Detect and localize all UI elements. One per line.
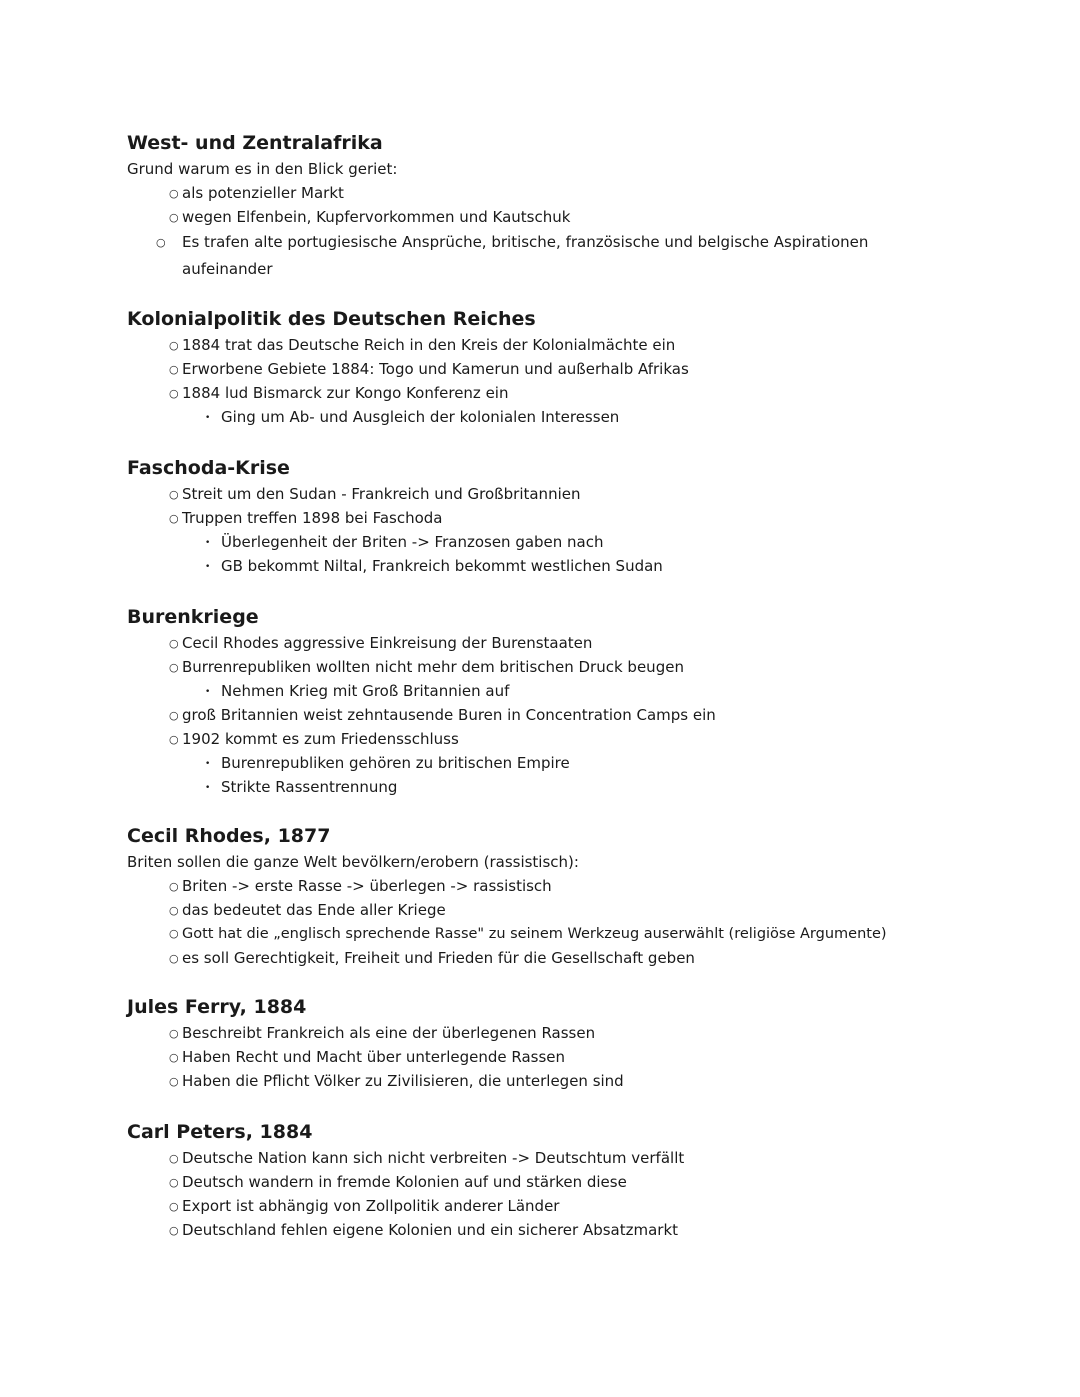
section-heading: Burenkriege	[127, 606, 259, 628]
list-item: ○ Erworbene Gebiete 1884: Togo und Kamerun und außerhalb Afrikas	[169, 357, 689, 382]
list-item: ○ Gott hat die „englisch sprechende Rasse" zu seinem Werkzeug auserwählt (religiöse Argumente)	[169, 922, 887, 946]
list-item: ○ Export ist abhängig von Zollpolitik anderer Länder	[169, 1194, 559, 1219]
section-heading: Jules Ferry, 1884	[127, 996, 307, 1018]
sub-list-item: • GB bekommt Niltal, Frankreich bekommt westlichen Sudan	[205, 554, 663, 579]
list-item: ○ 1884 trat das Deutsche Reich in den Kreis der Kolonialmächte ein	[169, 333, 675, 358]
circle-bullet-icon: ○	[169, 661, 179, 674]
circle-bullet-icon: ○	[169, 1075, 179, 1088]
list-item: ○ Briten -> erste Rasse -> überlegen -> rassistisch	[169, 874, 552, 899]
list-item: ○ 1884 lud Bismarck zur Kongo Konferenz ein	[169, 381, 508, 406]
list-item: ○ Cecil Rhodes aggressive Einkreisung der Burenstaaten	[169, 631, 592, 656]
circle-bullet-icon: ○	[169, 709, 179, 722]
circle-bullet-icon: ○	[169, 733, 179, 746]
list-item: ○ Haben die Pflicht Völker zu Zivilisieren, die unterlegen sind	[169, 1069, 624, 1094]
circle-bullet-icon: ○	[169, 927, 179, 940]
list-item: ○ Streit um den Sudan - Frankreich und Großbritannien	[169, 482, 580, 507]
circle-bullet-icon: ○	[169, 211, 179, 224]
circle-bullet-icon: ○	[169, 1051, 179, 1064]
circle-bullet-icon: ○	[169, 512, 179, 525]
circle-bullet-icon: ○	[169, 1176, 179, 1189]
circle-bullet-icon: ○	[169, 1027, 179, 1040]
circle-bullet-icon: ○	[169, 952, 179, 965]
circle-bullet-icon: ○	[156, 236, 166, 249]
circle-bullet-icon: ○	[169, 637, 179, 650]
circle-bullet-icon: ○	[169, 387, 179, 400]
sub-list-item: • Überlegenheit der Briten -> Franzosen gaben nach	[205, 530, 604, 555]
section-intro: Briten sollen die ganze Welt bevölkern/erobern (rassistisch):	[127, 853, 579, 871]
sub-list-item: • Strikte Rassentrennung	[205, 775, 397, 800]
list-item: ○ als potenzieller Markt	[169, 181, 344, 206]
dot-bullet-icon: •	[205, 759, 211, 769]
sub-list-item: • Nehmen Krieg mit Groß Britannien auf	[205, 679, 509, 704]
list-item: ○ Deutsche Nation kann sich nicht verbreiten -> Deutschtum verfällt	[169, 1146, 684, 1171]
list-item: ○ Deutsch wandern in fremde Kolonien auf und stärken diese	[169, 1170, 627, 1195]
circle-bullet-icon: ○	[169, 187, 179, 200]
list-item: ○ 1902 kommt es zum Friedensschluss	[169, 727, 459, 752]
circle-bullet-icon: ○	[169, 1200, 179, 1213]
list-item: ○ groß Britannien weist zehntausende Buren in Concentration Camps ein	[169, 703, 716, 728]
dot-bullet-icon: •	[205, 687, 211, 697]
sub-list-item: • Ging um Ab- und Ausgleich der kolonialen Interessen	[205, 405, 619, 430]
list-item: ○ Haben Recht und Macht über unterlegende Rassen	[169, 1045, 565, 1070]
list-item: ○ wegen Elfenbein, Kupfervorkommen und Kautschuk	[169, 205, 570, 230]
dot-bullet-icon: •	[205, 783, 211, 793]
dot-bullet-icon: •	[205, 538, 211, 548]
dot-bullet-icon: •	[205, 413, 211, 423]
list-item: ○ Es trafen alte portugiesische Ansprüche, britische, französische und belgische Aspirationen aufeinander	[169, 229, 922, 282]
circle-bullet-icon: ○	[169, 339, 179, 352]
list-item: ○ Deutschland fehlen eigene Kolonien und ein sicherer Absatzmarkt	[169, 1218, 678, 1243]
list-item: ○ Burrenrepubliken wollten nicht mehr dem britischen Druck beugen	[169, 655, 684, 680]
sub-list-item: • Burenrepubliken gehören zu britischen Empire	[205, 751, 570, 776]
list-item: ○ Beschreibt Frankreich als eine der überlegenen Rassen	[169, 1021, 595, 1046]
circle-bullet-icon: ○	[169, 488, 179, 501]
list-item: ○ Truppen treffen 1898 bei Faschoda	[169, 506, 443, 531]
section-heading: Faschoda-Krise	[127, 457, 290, 479]
list-item: ○ es soll Gerechtigkeit, Freiheit und Frieden für die Gesellschaft geben	[169, 946, 695, 971]
circle-bullet-icon: ○	[169, 904, 179, 917]
section-intro: Grund warum es in den Blick geriet:	[127, 160, 398, 178]
section-heading: West- und Zentralafrika	[127, 132, 383, 154]
list-item: ○ das bedeutet das Ende aller Kriege	[169, 898, 446, 923]
circle-bullet-icon: ○	[169, 880, 179, 893]
circle-bullet-icon: ○	[169, 1224, 179, 1237]
circle-bullet-icon: ○	[169, 363, 179, 376]
section-heading: Kolonialpolitik des Deutschen Reiches	[127, 308, 536, 330]
section-heading: Carl Peters, 1884	[127, 1121, 313, 1143]
circle-bullet-icon: ○	[169, 1152, 179, 1165]
dot-bullet-icon: •	[205, 562, 211, 572]
section-heading: Cecil Rhodes, 1877	[127, 825, 331, 847]
